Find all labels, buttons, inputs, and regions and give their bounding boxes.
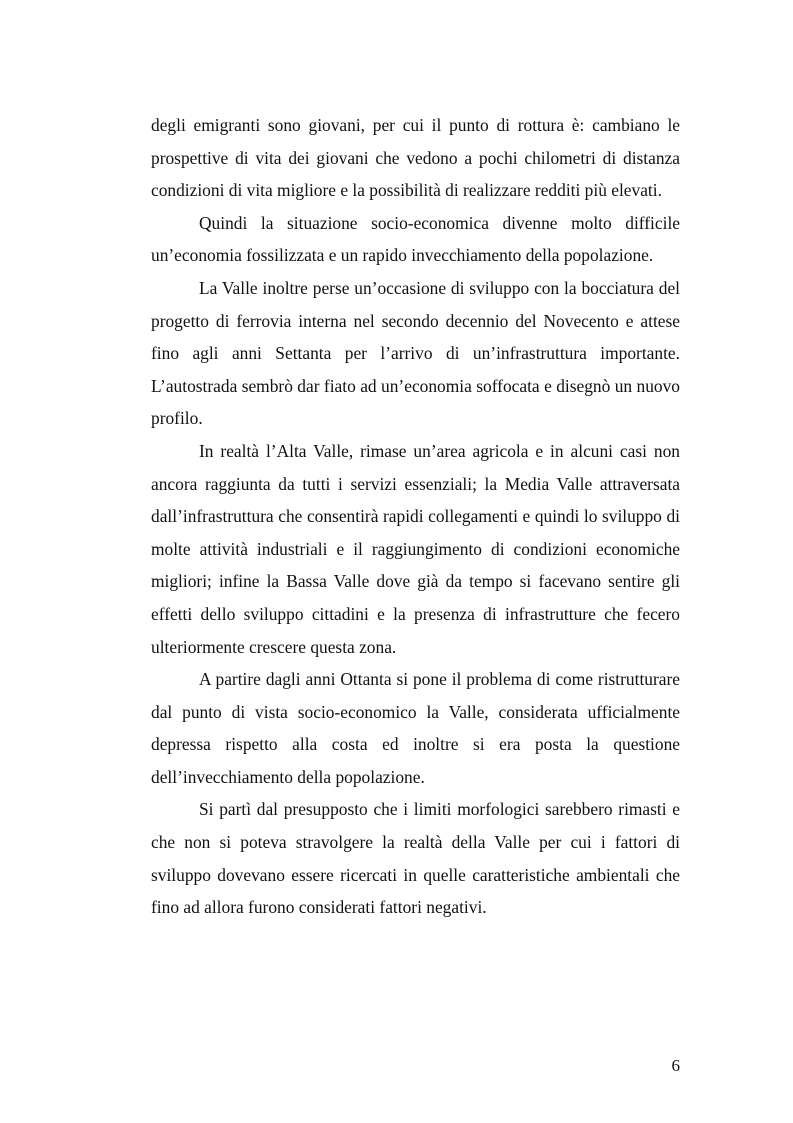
paragraph-railway-motorway: La Valle inoltre perse un’occasione di sviluppo con la bocciatura del progetto di ferrovia interna nel secondo decennio del Novecento e attese fino agli anni Settanta per l’arrivo di un’infrastruttura importante. L’autostrada sembrò dar fiato ad un’economia soffocata e disegnò un nuovo profilo. [151,277,680,429]
paragraph-eighties-restructuring: A partire dagli anni Ottanta si pone il problema di come ristrutturare dal punto di vista socio-economico la Valle, considerata ufficialmente depressa rispetto alla costa ed inoltre si era posta la questione dell’invecchiamento della popolazione. [151,669,680,787]
paragraph-valley-areas: In realtà l’Alta Valle, rimase un’area agricola e in alcuni casi non ancora raggiunta da tutti i servizi essenziali; la Media Valle attraversata dall’infrastruttura che consentirà rapidi collegamenti e quindi lo sviluppo di molte attività industriali e il raggiungimento di condizioni economiche migliori; infine la Bassa Valle dove già da tempo si facevano sentire gli effetti dello sviluppo cittadini e la presenza di infrastrutture che fecero ulteriormente crescere questa zona. [151,440,680,657]
paragraph-development-factors: Si partì dal presupposto che i limiti morfologici sarebbero rimasti e che non si poteva stravolgere la realtà della Valle per cui i fattori di sviluppo dovevano essere ricercati in quelle caratteristiche ambientali che fino ad allora furono considerati fattori negativi. [151,799,680,918]
paragraph-socio-economic-situation: Quindi la situazione socio-economica divenne molto difficile un’economia fossilizzata e un rapido invecchiamento della popolazione. [151,212,680,266]
paragraph-continued: degli emigranti sono giovani, per cui il punto di rottura è: cambiano le prospettive di vita dei giovani che vedono a pochi chilometri di distanza condizioni di vita migliore e la possibilità di realizzare redditi più elevati. [151,115,680,201]
page-number: 6 [671,1056,680,1075]
body-text [151,109,680,924]
